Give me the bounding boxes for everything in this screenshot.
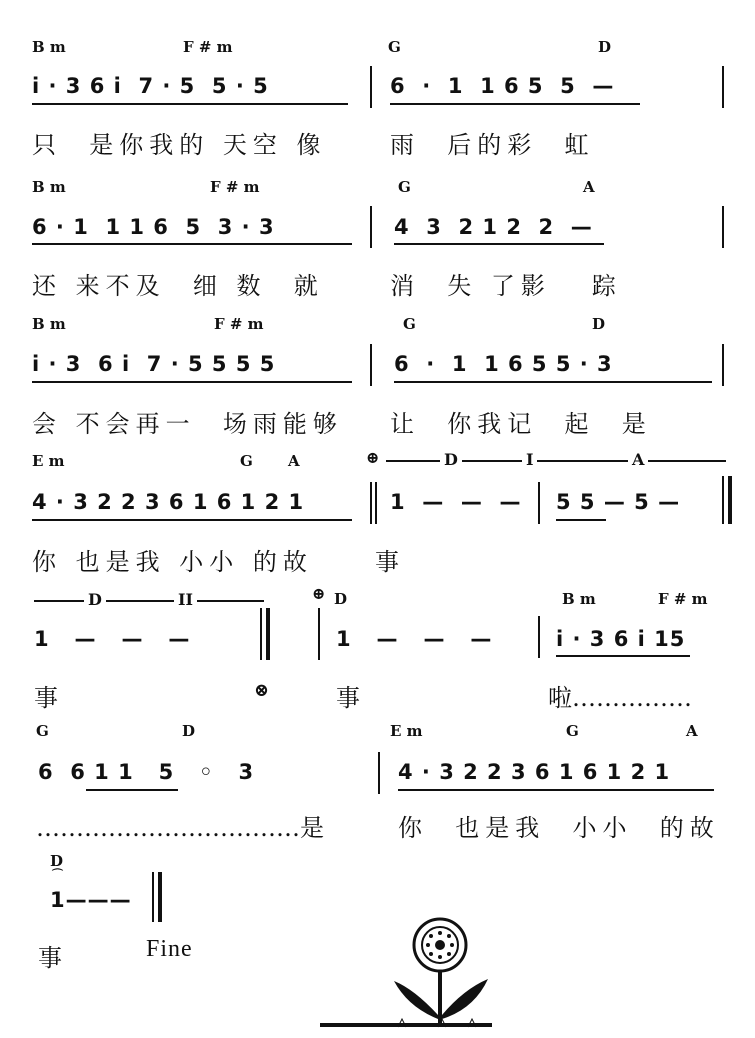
chord: D <box>50 852 64 870</box>
lyric-line: 还 来不及 细 数 就 <box>32 272 324 300</box>
notation-measure: 6 · 1 1 6 5 5 · 3 <box>394 352 613 376</box>
barline <box>158 872 162 922</box>
chord: B m <box>562 590 596 608</box>
chord: E m <box>32 452 65 470</box>
chord: G <box>240 452 253 470</box>
notation-measure: 5 5 — 5 — <box>556 490 681 514</box>
beam-underline <box>398 789 714 791</box>
lyric-line: 雨 后的彩 虹 <box>390 131 595 159</box>
barline <box>152 872 154 922</box>
beam-underline <box>32 243 352 245</box>
lyric-line: ……………………………是 <box>36 814 324 842</box>
beam-underline <box>390 103 640 105</box>
lyric-line: 啦…………… <box>548 684 692 712</box>
segno-icon: ⊗ <box>254 680 270 701</box>
barline <box>370 66 372 108</box>
barline <box>722 206 724 248</box>
chord: G <box>398 178 411 196</box>
chord: D <box>84 590 106 609</box>
notation-measure: 1 — — — <box>34 627 191 651</box>
lyric-line: 你 也是我 小小 的故 <box>398 814 720 842</box>
barline <box>375 482 377 524</box>
barline <box>722 344 724 386</box>
barline <box>378 752 380 794</box>
lyric-line: 事 <box>336 684 366 712</box>
chord: D <box>440 450 462 469</box>
chord: B m <box>32 178 66 196</box>
barline <box>370 344 372 386</box>
chord: F # m <box>658 590 708 608</box>
notation-measure: 6 · 1 1 6 5 5 — <box>390 74 615 98</box>
notation-measure: 1——— <box>50 888 132 912</box>
notation-measure: 1 — — — <box>390 490 522 514</box>
lyric-line: 消 失 了影 踪 <box>390 272 622 300</box>
volta-number: II <box>174 590 197 609</box>
barline <box>728 476 732 524</box>
coda-icon: ⊕ <box>312 584 326 603</box>
chord: A <box>628 450 648 469</box>
coda-icon: ⊕ <box>366 448 380 467</box>
chord: B m <box>32 315 66 333</box>
chord: D <box>334 590 348 608</box>
chord: F # m <box>214 315 264 333</box>
chord: D <box>598 38 612 56</box>
lyric-line: 会 不会再一 场雨能够 <box>32 410 343 438</box>
notation-measure: i · 3 6 i 7 · 5 5 · 5 <box>32 74 269 98</box>
chord: D <box>592 315 606 333</box>
notation-measure: 6 6 1 1 5 ◦ 3 <box>38 760 255 784</box>
barline <box>260 608 262 660</box>
beam-underline <box>394 381 712 383</box>
barline <box>538 616 540 658</box>
beam-underline <box>556 655 690 657</box>
beam-underline <box>32 381 352 383</box>
lyric-line: 事 <box>34 684 64 712</box>
beam-underline <box>86 789 178 791</box>
chord: E m <box>390 722 423 740</box>
chord: A <box>686 722 698 740</box>
flower-illustration-icon <box>318 915 498 1035</box>
notation-measure: 6 · 1 1 1 6 5 3 · 3 <box>32 215 275 239</box>
volta-bracket <box>386 460 726 463</box>
notation-measure: 4 · 3 2 2 3 6 1 6 1 2 1 <box>398 760 671 784</box>
barline <box>722 66 724 108</box>
notation-measure: 4 · 3 2 2 3 6 1 6 1 2 1 <box>32 490 305 514</box>
chord: G <box>388 38 401 56</box>
chord: D <box>182 722 196 740</box>
chord: G <box>566 722 579 740</box>
fine-marker: Fine <box>146 936 193 962</box>
lyric-line: 事 <box>38 944 68 972</box>
barline <box>370 482 372 524</box>
fermata-icon: ⌒ <box>52 868 63 881</box>
barline <box>318 608 320 660</box>
volta-number: I <box>522 450 537 469</box>
chord: A <box>288 452 300 470</box>
chord: F # m <box>183 38 233 56</box>
beam-underline <box>556 519 606 521</box>
lyric-line: 让 你我记 起 是 <box>390 410 652 438</box>
barline <box>370 206 372 248</box>
barline <box>538 482 540 524</box>
chord: G <box>36 722 49 740</box>
notation-measure: 1 — — — <box>336 627 493 651</box>
barline <box>722 476 724 524</box>
notation-measure: 4 3 2 1 2 2 — <box>394 215 593 239</box>
chord: B m <box>32 38 66 56</box>
volta-bracket <box>34 600 264 603</box>
chord: G <box>403 315 416 333</box>
beam-underline <box>32 103 348 105</box>
chord: A <box>583 178 595 196</box>
lyric-line: 你 也是我 小小 的故 <box>32 548 313 576</box>
lyric-line: 只 是你我的 天空 像 <box>32 131 327 159</box>
notation-measure: i · 3 6 i 7 · 5 5 5 5 <box>32 352 276 376</box>
barline <box>266 608 270 660</box>
beam-underline <box>32 519 352 521</box>
lyric-line: 事 <box>375 548 405 576</box>
chord: F # m <box>210 178 260 196</box>
notation-measure: i · 3 6 i 15 <box>556 627 686 651</box>
beam-underline <box>394 243 604 245</box>
